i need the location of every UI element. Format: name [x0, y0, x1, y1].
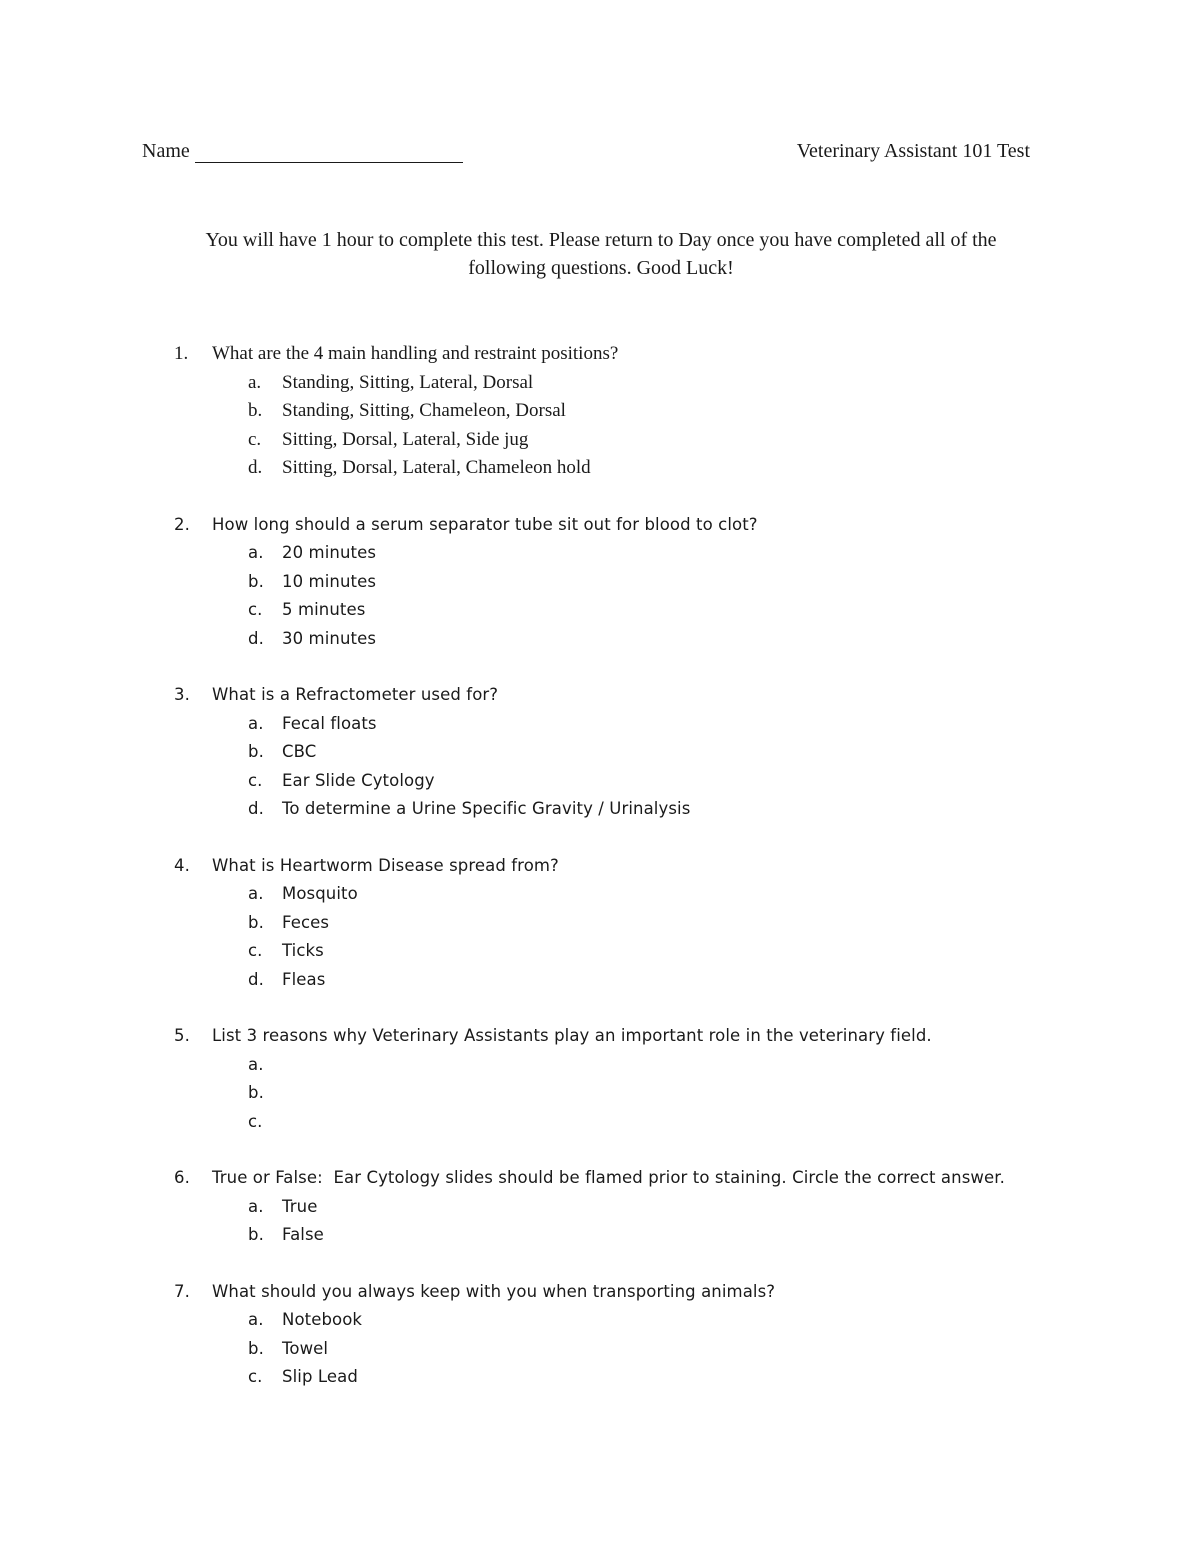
option-letter: d.: [248, 969, 264, 989]
answer-option[interactable]: [0, 397, 1200, 426]
option-letter: b.: [248, 1083, 264, 1102]
option-text: Notebook: [282, 1310, 363, 1329]
option-text: False: [282, 1225, 324, 1244]
option-text: Feces: [282, 912, 330, 932]
option-letter: d.: [248, 457, 263, 478]
option-letter: c.: [248, 941, 263, 960]
option-text: 20 minutes: [282, 543, 377, 562]
option-letter: a.: [248, 1054, 264, 1074]
answer-option[interactable]: [0, 454, 1200, 483]
option-text: Ear Slide Cytology: [282, 770, 435, 790]
question-number: 4.: [174, 855, 190, 875]
option-letter: c.: [248, 600, 263, 619]
question-text: What are the 4 main handling and restraint positions?: [212, 343, 619, 364]
option-letter: b.: [248, 400, 263, 421]
option-letter: a.: [248, 884, 264, 903]
option-text: Sitting, Dorsal, Lateral, Side jug: [282, 428, 529, 450]
question-5: [0, 1022, 1200, 1136]
option-letter: c.: [248, 770, 263, 790]
question-1: [0, 340, 1200, 483]
answer-option[interactable]: [0, 625, 1200, 654]
answer-option[interactable]: [0, 1363, 1200, 1392]
option-letter: a.: [248, 543, 264, 562]
answer-option[interactable]: [0, 767, 1200, 796]
question-number: 3.: [174, 685, 190, 704]
option-letter: a.: [248, 1196, 264, 1216]
option-text: 5 minutes: [282, 600, 366, 619]
question-number: 5.: [174, 1026, 190, 1045]
question-line: [0, 1278, 1200, 1307]
question-line: [0, 1164, 1200, 1193]
option-letter: b.: [248, 912, 264, 932]
option-text: Towel: [282, 1338, 329, 1358]
question-line: [0, 681, 1200, 710]
option-text: Sitting, Dorsal, Lateral, Chameleon hold: [282, 457, 591, 478]
question-text: What is Heartworm Disease spread from?: [212, 855, 559, 875]
instructions-line-1: You will have 1 hour to complete this test. Please return to Day once you have completed all of the: [205, 229, 997, 251]
answer-option[interactable]: [0, 909, 1200, 938]
option-text: Fecal floats: [282, 713, 377, 733]
question-line: [0, 340, 1200, 369]
option-letter: b.: [248, 1225, 264, 1244]
document-title: Veterinary Assistant 101 Test: [796, 140, 1030, 162]
option-text: CBC: [282, 742, 317, 761]
question-7: [0, 1278, 1200, 1392]
option-text: True: [282, 1196, 318, 1216]
question-number: 7.: [174, 1281, 190, 1301]
question-2: [0, 511, 1200, 654]
answer-option[interactable]: [0, 369, 1200, 398]
answer-blank[interactable]: [0, 1079, 1200, 1108]
page-header: [142, 140, 1030, 170]
question-text: List 3 reasons why Veterinary Assistants play an important role in the veterinary field.: [212, 1026, 932, 1045]
answer-option[interactable]: [0, 568, 1200, 597]
option-text: Mosquito: [282, 884, 358, 903]
option-letter: c.: [248, 1367, 263, 1386]
answer-option[interactable]: [0, 539, 1200, 568]
option-letter: a.: [248, 371, 262, 393]
option-text: 10 minutes: [282, 571, 377, 591]
question-line: [0, 1022, 1200, 1051]
option-letter: d.: [248, 799, 264, 818]
question-6: [0, 1164, 1200, 1250]
answer-option[interactable]: [0, 596, 1200, 625]
name-blank-line[interactable]: [195, 162, 463, 163]
option-letter: c.: [248, 428, 262, 450]
question-line: [0, 852, 1200, 881]
option-text: 30 minutes: [282, 628, 377, 648]
option-letter: b.: [248, 571, 264, 591]
option-text: Fleas: [282, 969, 326, 989]
answer-option[interactable]: [0, 710, 1200, 739]
answer-blank[interactable]: [0, 1108, 1200, 1137]
question-text: How long should a serum separator tube sit out for blood to clot?: [212, 514, 758, 534]
instructions-line-2: following questions. Good Luck!: [468, 257, 734, 279]
answer-option[interactable]: [0, 1306, 1200, 1335]
question-4: [0, 852, 1200, 995]
question-text: True or False: Ear Cytology slides should be flamed prior to staining. Circle the correct answer.: [212, 1168, 1005, 1187]
option-letter: b.: [248, 1338, 264, 1358]
option-letter: c.: [248, 1111, 263, 1131]
question-3: [0, 681, 1200, 824]
question-text: What should you always keep with you when transporting animals?: [212, 1281, 776, 1301]
answer-option[interactable]: [0, 426, 1200, 455]
question-number: 2.: [174, 514, 190, 534]
option-letter: a.: [248, 713, 264, 733]
option-text: Standing, Sitting, Chameleon, Dorsal: [282, 400, 566, 421]
answer-option[interactable]: [0, 1221, 1200, 1250]
question-text: What is a Refractometer used for?: [212, 685, 499, 704]
answer-option[interactable]: [0, 880, 1200, 909]
answer-option[interactable]: [0, 966, 1200, 995]
answer-option[interactable]: [0, 1335, 1200, 1364]
option-text: Standing, Sitting, Lateral, Dorsal: [282, 371, 534, 393]
answer-blank[interactable]: [0, 1051, 1200, 1080]
question-line: [0, 511, 1200, 540]
question-number: 6.: [174, 1168, 190, 1187]
instructions: [142, 226, 1060, 282]
answer-option[interactable]: [0, 937, 1200, 966]
option-letter: a.: [248, 1310, 264, 1329]
answer-option[interactable]: [0, 795, 1200, 824]
answer-option[interactable]: [0, 738, 1200, 767]
name-label: Name: [142, 140, 190, 162]
option-text: To determine a Urine Specific Gravity / Urinalysis: [282, 799, 691, 818]
question-list: [0, 340, 1200, 1420]
option-letter: b.: [248, 742, 264, 761]
option-text: Slip Lead: [282, 1367, 358, 1386]
question-number: 1.: [174, 343, 189, 364]
option-letter: d.: [248, 628, 264, 648]
option-text: Ticks: [282, 941, 324, 960]
answer-option[interactable]: [0, 1193, 1200, 1222]
